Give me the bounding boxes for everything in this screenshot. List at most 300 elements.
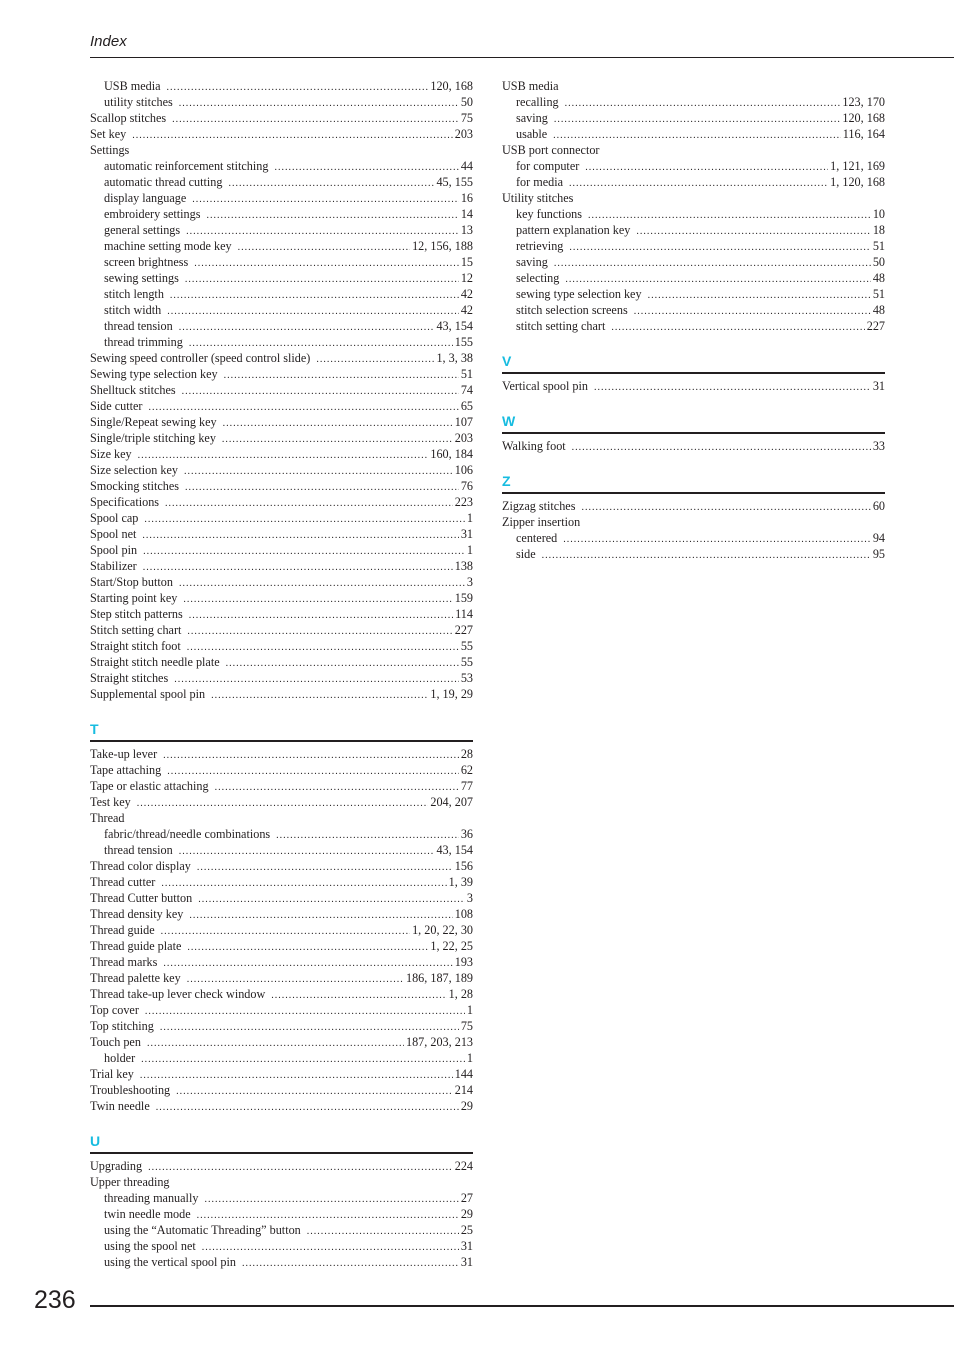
entry-label: embroidery settings	[104, 207, 201, 221]
entry-label: Upper threading	[90, 1175, 170, 1189]
entry-page-numbers: 94	[872, 531, 885, 545]
entry-page-numbers: 74	[460, 383, 473, 397]
index-subentry	[90, 254, 473, 270]
leader-dots	[142, 528, 458, 544]
entry-page-numbers: 1, 120, 168	[830, 175, 885, 189]
entry-page-numbers: 1	[466, 1051, 473, 1065]
index-section	[90, 720, 473, 1114]
index-entry	[90, 986, 473, 1002]
index-entry	[502, 498, 885, 514]
entry-page-numbers: 75	[460, 1019, 473, 1033]
index-entry	[90, 1018, 473, 1034]
leader-dots	[228, 176, 434, 192]
leader-dots	[187, 940, 428, 956]
entry-page-numbers: 193	[454, 955, 473, 969]
entry-label: Thread marks	[90, 955, 158, 969]
entry-label: Thread	[90, 811, 125, 825]
leader-dots	[174, 672, 459, 688]
index-entry	[90, 1098, 473, 1114]
entry-page-numbers: 156	[454, 859, 473, 873]
index-subentry	[502, 286, 885, 302]
leader-dots	[223, 416, 453, 432]
entry-page-numbers: 1, 22, 25	[430, 939, 473, 953]
index-subentry	[502, 158, 885, 174]
entry-page-numbers: 25	[460, 1223, 473, 1237]
leader-dots	[316, 352, 434, 368]
entry-page-numbers: 116, 164	[842, 127, 885, 141]
entry-label: Single/Repeat sewing key	[90, 415, 217, 429]
index-section	[502, 412, 885, 454]
index-entry	[90, 622, 473, 638]
index-entry	[90, 398, 473, 414]
leader-dots	[183, 592, 452, 608]
entry-label: Thread density key	[90, 907, 184, 921]
entry-page-numbers: 223	[454, 495, 473, 509]
entry-label: recalling	[516, 95, 559, 109]
entry-page-numbers: 60	[872, 499, 885, 513]
entry-label: screen brightness	[104, 255, 189, 269]
entry-page-numbers: 203	[454, 127, 473, 141]
section-rule	[502, 492, 885, 494]
index-subentry	[90, 190, 473, 206]
entry-label: stitch width	[104, 303, 162, 317]
entry-page-numbers: 53	[460, 671, 473, 685]
entry-page-numbers: 187, 203, 213	[405, 1035, 473, 1049]
entry-label: display language	[104, 191, 187, 205]
leader-dots	[167, 80, 429, 96]
leader-dots	[148, 1160, 453, 1176]
index-entry	[90, 810, 473, 826]
entry-label: twin needle mode	[104, 1207, 191, 1221]
index-subentry	[90, 1222, 473, 1238]
entry-label: general settings	[104, 223, 181, 237]
index-entry	[90, 1158, 473, 1174]
entry-page-numbers: 31	[460, 1255, 473, 1269]
entry-page-numbers: 14	[460, 207, 473, 221]
index-subentry	[90, 842, 473, 858]
entry-page-numbers: 1, 28	[448, 987, 473, 1001]
entry-page-numbers: 48	[872, 271, 885, 285]
index-subentry	[502, 270, 885, 286]
leader-dots	[144, 512, 465, 528]
entry-page-numbers: 1, 19, 29	[430, 687, 473, 701]
leader-dots	[581, 500, 870, 516]
entry-page-numbers: 43, 154	[436, 319, 473, 333]
entry-label: for computer	[516, 159, 580, 173]
leader-dots	[161, 876, 446, 892]
leader-dots	[563, 532, 871, 548]
index-entry	[90, 478, 473, 494]
leader-dots	[226, 656, 459, 672]
entry-label: Thread guide	[90, 923, 155, 937]
entry-label: Sewing speed controller (speed control slide)	[90, 351, 311, 365]
leader-dots	[204, 1192, 458, 1208]
leader-dots	[215, 780, 459, 796]
entry-page-numbers: 13	[460, 223, 473, 237]
index-column-right	[502, 78, 885, 562]
entry-page-numbers: 1, 3, 38	[436, 351, 473, 365]
index-subentry	[90, 1050, 473, 1066]
index-entry	[90, 938, 473, 954]
entry-page-numbers: 42	[460, 303, 473, 317]
entry-label: thread tension	[104, 843, 173, 857]
leader-dots	[197, 860, 453, 876]
footer-rule	[90, 1305, 954, 1307]
entry-page-numbers: 55	[460, 655, 473, 669]
section-letter: T	[90, 721, 99, 737]
leader-dots	[147, 1036, 404, 1052]
entry-label: holder	[104, 1051, 136, 1065]
entry-label: stitch setting chart	[516, 319, 606, 333]
entry-page-numbers: 3	[466, 891, 473, 905]
leader-dots	[185, 272, 459, 288]
leader-dots	[636, 224, 870, 240]
index-entry	[90, 542, 473, 558]
index-subentry	[90, 1238, 473, 1254]
leader-dots	[565, 96, 841, 112]
entry-page-numbers: 12	[460, 271, 473, 285]
entry-page-numbers: 120, 168	[430, 79, 473, 93]
entry-page-numbers: 28	[460, 747, 473, 761]
leader-dots	[179, 844, 435, 860]
index-subentry	[502, 206, 885, 222]
index-entry	[90, 366, 473, 382]
entry-page-numbers: 1, 20, 22, 30	[412, 923, 473, 937]
index-entry	[90, 382, 473, 398]
entry-label: Spool pin	[90, 543, 138, 557]
leader-dots	[143, 560, 453, 576]
entry-label: machine setting mode key	[104, 239, 232, 253]
entry-page-numbers: 3	[466, 575, 473, 589]
index-entry	[502, 438, 885, 454]
leader-dots	[648, 288, 871, 304]
leader-dots	[189, 608, 453, 624]
index-entry	[90, 462, 473, 478]
leader-dots	[179, 96, 459, 112]
index-entry	[90, 430, 473, 446]
index-subentry	[502, 94, 885, 110]
index-entry	[502, 78, 885, 94]
index-entry	[90, 1002, 473, 1018]
index-column-left	[90, 78, 473, 1270]
running-header-title: Index	[90, 33, 127, 50]
index-subentry	[90, 1254, 473, 1270]
entry-page-numbers: 51	[872, 239, 885, 253]
entry-page-numbers: 29	[460, 1099, 473, 1113]
entry-page-numbers: 43, 154	[436, 843, 473, 857]
entry-page-numbers: 15	[460, 255, 473, 269]
leader-dots	[163, 748, 459, 764]
section-letter: W	[502, 413, 516, 429]
entry-label: Straight stitch needle plate	[90, 655, 220, 669]
entry-page-numbers: 45, 155	[436, 175, 473, 189]
index-entry	[90, 1034, 473, 1050]
index-subentry	[90, 318, 473, 334]
entry-label: automatic reinforcement stitching	[104, 159, 269, 173]
entry-label: using the “Automatic Threading” button	[104, 1223, 301, 1237]
entry-label: Tape attaching	[90, 763, 162, 777]
entry-label: Thread take-up lever check window	[90, 987, 266, 1001]
entry-page-numbers: 12, 156, 188	[412, 239, 473, 253]
index-section	[90, 1132, 473, 1270]
index-entry	[90, 606, 473, 622]
leader-dots	[634, 304, 871, 320]
entry-page-numbers: 214	[454, 1083, 473, 1097]
entry-page-numbers: 77	[460, 779, 473, 793]
leader-dots	[170, 288, 459, 304]
entry-label: Take-up lever	[90, 747, 158, 761]
leader-dots	[140, 1068, 453, 1084]
entry-page-numbers: 114	[455, 607, 473, 621]
entry-label: Twin needle	[90, 1099, 150, 1113]
index-entry	[90, 922, 473, 938]
entry-label: using the vertical spool pin	[104, 1255, 237, 1269]
leader-dots	[179, 576, 465, 592]
index-subentry	[502, 302, 885, 318]
entry-label: thread trimming	[104, 335, 183, 349]
entry-label: Scallop stitches	[90, 111, 167, 125]
leader-dots	[206, 208, 458, 224]
index-subentry	[90, 334, 473, 350]
leader-dots	[156, 1100, 459, 1116]
index-subentry	[90, 238, 473, 254]
entry-page-numbers: 186, 187, 189	[405, 971, 473, 985]
leader-dots	[145, 1004, 465, 1020]
leader-dots	[167, 304, 459, 320]
entry-label: Trial key	[90, 1067, 134, 1081]
entry-label: Settings	[90, 143, 130, 157]
entry-page-numbers: 204, 207	[430, 795, 473, 809]
index-subentry	[90, 206, 473, 222]
section-letter: V	[502, 353, 512, 369]
entry-page-numbers: 65	[460, 399, 473, 413]
header-rule	[90, 57, 954, 58]
index-entry	[90, 526, 473, 542]
entry-label: Thread guide plate	[90, 939, 182, 953]
index-entry	[90, 874, 473, 890]
entry-label: for media	[516, 175, 564, 189]
section-rule	[90, 740, 473, 742]
index-subentry	[502, 126, 885, 142]
index-subentry	[90, 1190, 473, 1206]
entry-label: Tape or elastic attaching	[90, 779, 209, 793]
entry-label: Stitch setting chart	[90, 623, 182, 637]
entry-label: USB media	[502, 79, 559, 93]
entry-page-numbers: 10	[872, 207, 885, 221]
leader-dots	[187, 640, 459, 656]
entry-page-numbers: 31	[460, 1239, 473, 1253]
entry-page-numbers: 31	[872, 379, 885, 393]
entry-label: Stabilizer	[90, 559, 137, 573]
entry-label: Troubleshooting	[90, 1083, 171, 1097]
entry-label: using the spool net	[104, 1239, 196, 1253]
index-entry	[90, 126, 473, 142]
entry-label: Sewing type selection key	[90, 367, 218, 381]
section-rule	[502, 372, 885, 374]
index-entry	[90, 510, 473, 526]
entry-label: threading manually	[104, 1191, 199, 1205]
entry-page-numbers: 27	[460, 1191, 473, 1205]
entry-label: Set key	[90, 127, 127, 141]
index-entry	[90, 890, 473, 906]
index-entry	[90, 858, 473, 874]
index-subentry	[502, 174, 885, 190]
entry-label: Zigzag stitches	[502, 499, 576, 513]
leader-dots	[137, 796, 429, 812]
entry-page-numbers: 203	[454, 431, 473, 445]
entry-page-numbers: 224	[454, 1159, 473, 1173]
entry-label: Straight stitches	[90, 671, 169, 685]
entry-page-numbers: 95	[872, 547, 885, 561]
leader-dots	[307, 1224, 459, 1240]
index-subentry	[502, 110, 885, 126]
leader-dots	[202, 1240, 459, 1256]
entry-page-numbers: 29	[460, 1207, 473, 1221]
entry-label: sewing type selection key	[516, 287, 642, 301]
leader-dots	[185, 480, 459, 496]
index-subentry	[502, 238, 885, 254]
entry-label: automatic thread cutting	[104, 175, 223, 189]
leader-dots	[611, 320, 864, 336]
entry-label: fabric/thread/needle combinations	[104, 827, 271, 841]
index-subentry	[90, 286, 473, 302]
leader-dots	[172, 112, 459, 128]
index-entry	[90, 906, 473, 922]
leader-dots	[176, 1084, 453, 1100]
index-entry	[90, 494, 473, 510]
entry-label: Smocking stitches	[90, 479, 180, 493]
index-entry	[90, 654, 473, 670]
page-number: 236	[34, 1286, 76, 1314]
section-rule	[90, 1152, 473, 1154]
entry-label: Specifications	[90, 495, 160, 509]
entry-page-numbers: 51	[460, 367, 473, 381]
index-entry	[90, 954, 473, 970]
entry-page-numbers: 55	[460, 639, 473, 653]
index-subentry	[90, 1206, 473, 1222]
index-subentry	[502, 530, 885, 546]
index-subentry	[90, 302, 473, 318]
index-subentry	[90, 174, 473, 190]
entry-page-numbers: 48	[872, 303, 885, 317]
entry-page-numbers: 51	[872, 287, 885, 301]
index-entry	[90, 110, 473, 126]
entry-label: retrieving	[516, 239, 564, 253]
entry-page-numbers: 16	[460, 191, 473, 205]
index-subentry	[90, 270, 473, 286]
index-entry	[502, 190, 885, 206]
entry-label: key functions	[516, 207, 583, 221]
leader-dots	[242, 1256, 459, 1272]
leader-dots	[165, 496, 453, 512]
leader-dots	[585, 160, 828, 176]
leader-dots	[554, 256, 871, 272]
leader-dots	[569, 240, 870, 256]
index-section	[502, 352, 885, 394]
entry-label: Thread palette key	[90, 971, 181, 985]
leader-dots	[271, 988, 446, 1004]
leader-dots	[179, 320, 435, 336]
index-subentry	[90, 94, 473, 110]
entry-label: Vertical spool pin	[502, 379, 588, 393]
section-letter: Z	[502, 473, 511, 489]
entry-page-numbers: 75	[460, 111, 473, 125]
entry-page-numbers: 42	[460, 287, 473, 301]
entry-label: Top stitching	[90, 1019, 154, 1033]
entry-label: Shelltuck stitches	[90, 383, 176, 397]
index-entry	[90, 970, 473, 986]
entry-label: Step stitch patterns	[90, 607, 183, 621]
entry-label: stitch selection screens	[516, 303, 628, 317]
entry-page-numbers: 159	[454, 591, 473, 605]
index-entry	[502, 142, 885, 158]
entry-label: Supplemental spool pin	[90, 687, 206, 701]
leader-dots	[141, 1052, 465, 1068]
entry-page-numbers: 1, 121, 169	[830, 159, 885, 173]
index-subentry	[90, 222, 473, 238]
index-entry	[90, 558, 473, 574]
index-entry	[502, 514, 885, 530]
entry-page-numbers: 76	[460, 479, 473, 493]
leader-dots	[167, 764, 459, 780]
index-entry	[90, 590, 473, 606]
entry-page-numbers: 31	[460, 527, 473, 541]
leader-dots	[572, 440, 871, 456]
entry-page-numbers: 36	[460, 827, 473, 841]
entry-page-numbers: 33	[872, 439, 885, 453]
entry-page-numbers: 108	[454, 907, 473, 921]
index-subentry	[90, 78, 473, 94]
entry-label: centered	[516, 531, 558, 545]
entry-label: Thread cutter	[90, 875, 156, 889]
entry-label: Thread color display	[90, 859, 191, 873]
index-entry	[90, 638, 473, 654]
index-entry	[90, 446, 473, 462]
index-subentry	[90, 826, 473, 842]
index-entry	[90, 574, 473, 590]
index-entry	[90, 794, 473, 810]
entry-page-numbers: 1, 39	[448, 875, 473, 889]
entry-label: Top cover	[90, 1003, 139, 1017]
entry-page-numbers: 107	[454, 415, 473, 429]
section-letter: U	[90, 1133, 101, 1149]
leader-dots	[222, 432, 453, 448]
entry-label: Walking foot	[502, 439, 566, 453]
leader-dots	[569, 176, 828, 192]
index-entry	[90, 746, 473, 762]
leader-dots	[274, 160, 458, 176]
entry-page-numbers: 227	[454, 623, 473, 637]
entry-label: Upgrading	[90, 1159, 143, 1173]
entry-page-numbers: 44	[460, 159, 473, 173]
leader-dots	[198, 892, 465, 908]
entry-label: sewing settings	[104, 271, 179, 285]
index-entry	[90, 414, 473, 430]
entry-page-numbers: 1	[466, 511, 473, 525]
leader-dots	[542, 548, 871, 564]
index-entry	[90, 762, 473, 778]
entry-label: Spool cap	[90, 511, 139, 525]
index-section	[502, 472, 885, 562]
entry-page-numbers: 106	[454, 463, 473, 477]
entry-label: Thread Cutter button	[90, 891, 193, 905]
entry-label: USB port connector	[502, 143, 600, 157]
entry-label: utility stitches	[104, 95, 173, 109]
index-entry	[90, 142, 473, 158]
leader-dots	[143, 544, 465, 560]
index-subentry	[90, 158, 473, 174]
index-entry	[502, 378, 885, 394]
